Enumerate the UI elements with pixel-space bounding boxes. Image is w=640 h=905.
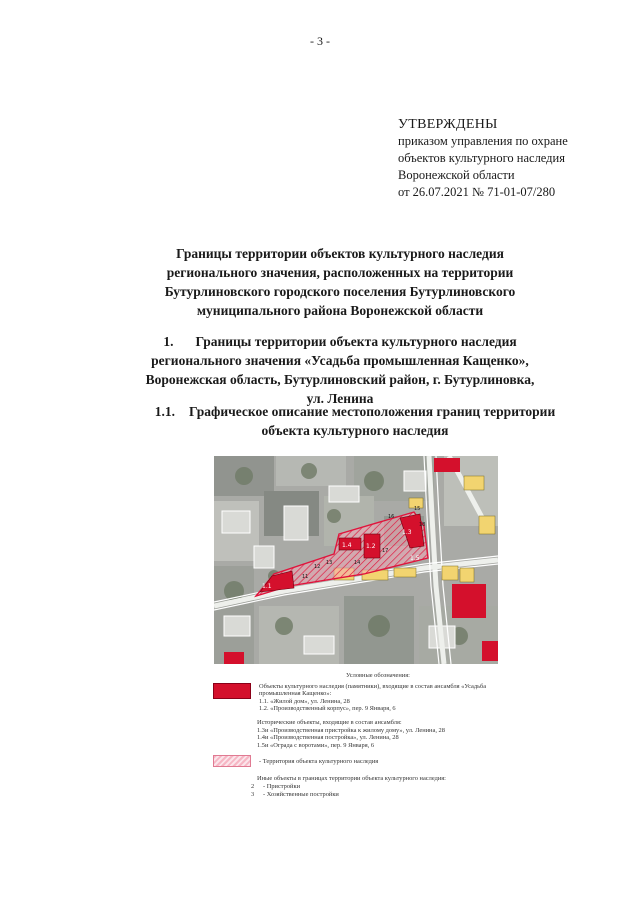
title-line: Бутурлиновского городского поселения Бутурлиновского — [164, 284, 516, 299]
plot-label: 16 — [388, 514, 395, 520]
section-number: 1.1. — [154, 404, 175, 419]
section-line: объекта культурного наследия — [261, 423, 449, 438]
page-number: - 3 - — [310, 34, 330, 48]
plot-label: 13 — [326, 560, 333, 566]
heritage-swatch — [213, 683, 251, 699]
title-line: регионального значения, расположенных на территории — [166, 265, 514, 280]
section-1-1-heading — [120, 402, 590, 440]
legend-title: Условные обозначения: — [346, 672, 410, 679]
legend-heading: Объекты культурного наследия (памятники), входящие в состав ансамбля «Усадьба промышленная Кащенко»: — [259, 682, 487, 698]
approval-line: Воронежской области — [398, 168, 515, 182]
plot-label: 1.2 — [366, 543, 376, 550]
section-number: 1. — [163, 334, 174, 349]
plot-label: 1.3 — [402, 529, 412, 536]
plot-label: 11 — [302, 574, 309, 580]
legend-territory: - Территория объекта культурного наследия — [259, 757, 379, 765]
plot-label: 1.5 — [410, 555, 420, 562]
legend-item: 1.4и «Производственная постройка», ул. Ленина, 28 — [257, 734, 399, 742]
approval-stamp — [398, 116, 568, 201]
territory-swatch — [213, 755, 251, 767]
legend-heading: Иные объекты в границах территории объекта культурного наследия: — [257, 775, 446, 783]
section-line: Воронежская область, Бутурлиновский район, г. Бутурлиновка, — [145, 372, 535, 387]
legend-item-number: 2 — [251, 782, 255, 790]
approval-line: приказом управления по охране — [398, 134, 568, 148]
plot-label: 1.1 — [262, 583, 272, 590]
approval-line: объектов культурного наследия — [398, 151, 565, 165]
section-1-heading — [110, 332, 570, 408]
plot-label: 1.4 — [342, 542, 352, 549]
section-line: Графическое описание местоположения границ территории — [189, 404, 556, 419]
legend-item: 1.3и «Производственная пристройка к жилому дому», ул. Ленина, 28 — [257, 726, 445, 734]
section-line: Границы территории объекта культурного наследия — [195, 334, 517, 349]
legend-item: 1.2. «Производственный корпус», пер. 9 Января, 6 — [259, 705, 396, 713]
legend-item-number: 3 — [251, 790, 255, 798]
plot-label: 12 — [314, 564, 321, 570]
title-line: Границы территории объектов культурного наследия — [176, 246, 504, 261]
legend-item: 1.5и «Ограда с воротами», пер. 9 Января, 6 — [257, 741, 375, 749]
approval-line: от 26.07.2021 № 71-01-07/280 — [398, 185, 556, 199]
approval-heading: УТВЕРЖДЕНЫ — [398, 117, 498, 132]
plot-label: 14 — [354, 560, 361, 566]
legend-item: 1.1. «Жилой дом», ул. Ленина, 28 — [259, 697, 350, 705]
document-title — [120, 244, 560, 320]
plot-label: 15 — [414, 506, 421, 512]
section-line: ул. Ленина — [306, 391, 374, 406]
map-graphic — [214, 456, 498, 664]
legend-heading: Исторические объекты, входящие в состав ансамбля: — [257, 718, 402, 726]
map-legend — [213, 672, 513, 798]
section-line: регионального значения «Усадьба промышленная Кащенко», — [151, 353, 529, 368]
legend-item: - Хозяйственные постройки — [263, 790, 339, 798]
title-line: муниципального района Воронежской области — [196, 303, 484, 318]
legend-item: - Пристройки — [263, 782, 300, 790]
plot-label: 18 — [419, 522, 426, 528]
boundary-map — [214, 456, 498, 664]
plot-label: 17 — [382, 548, 389, 554]
